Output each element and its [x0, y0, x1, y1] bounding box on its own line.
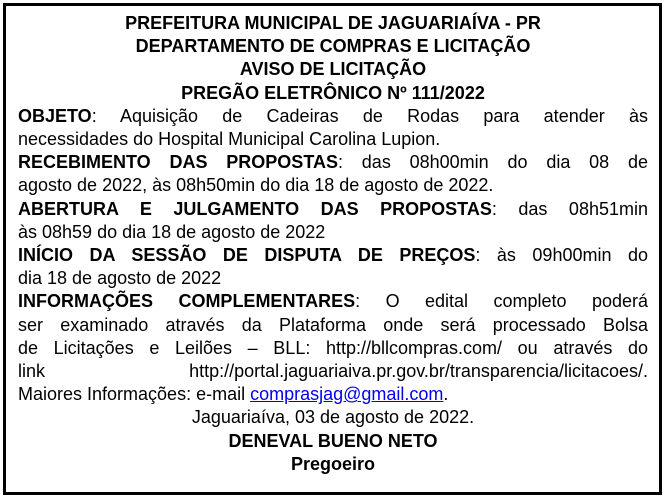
abertura-text-1: : das 08h51min [491, 198, 648, 219]
abertura-line-1 [18, 198, 648, 221]
recebimento-text-1: : das 08h00min do dia 08 de [337, 152, 648, 173]
objeto-label: OBJETO [18, 105, 92, 126]
email-link[interactable]: comprasjag@gmail.com [250, 384, 444, 405]
informacoes-text-1: : O edital completo poderá [355, 291, 649, 312]
email-suffix-text: . [443, 384, 449, 405]
recebimento-label: RECEBIMENTO DAS PROPOSTAS [18, 152, 338, 173]
department-title: DEPARTAMENTO DE COMPRAS E LICITAÇÃO [135, 36, 531, 57]
notice-frame [3, 3, 662, 495]
inicio-line-1 [18, 244, 648, 267]
abertura-line-2: às 08h59 do dia 18 de agosto de 2022 [18, 221, 326, 242]
inicio-line-2: dia 18 de agosto de 2022 [18, 268, 222, 289]
informacoes-label: INFORMAÇÕES COMPLEMENTARES [18, 291, 356, 312]
informacoes-line-3: de Licitações e Leilões – BLL: http://bllcompras.com/ ou através do [18, 337, 648, 358]
signatory-role: Pregoeiro [290, 453, 376, 474]
informacoes-line-4 [18, 360, 648, 383]
inicio-text-1: : às 09h00min do [475, 245, 649, 266]
email-prefix-text: Maiores Informações: e-mail [18, 384, 251, 405]
objeto-text-1: : Aquisição de Cadeiras de Rodas para atender às [91, 105, 648, 126]
objeto-line-1 [18, 105, 648, 128]
informacoes-line-5 [18, 383, 648, 406]
informacoes-line-1 [18, 290, 648, 313]
portal-url-text: http://portal.jaguariaiva.pr.gov.br/transparencia/licitacoes/. [189, 361, 648, 382]
objeto-line-2: necessidades do Hospital Municipal Carolina Lupion. [18, 129, 441, 150]
abertura-label: ABERTURA E JULGAMENTO DAS PROPOSTAS [18, 198, 492, 219]
inicio-label: INÍCIO DA SESSÃO DE DISPUTA DE PREÇOS [18, 245, 476, 266]
auction-number-title: PREGÃO ELETRÔNICO Nº 111/2022 [181, 82, 485, 103]
recebimento-line-2: agosto de 2022, às 08h50min do dia 18 de agosto de 2022. [18, 175, 494, 196]
notice-type-title: AVISO DE LICITAÇÃO [239, 59, 427, 80]
informacoes-line-2: ser examinado através da Plataforma onde será processado Bolsa [18, 314, 648, 335]
org-title: PREFEITURA MUNICIPAL DE JAGUARIAÍVA - PR [125, 13, 541, 33]
date-line: Jaguariaíva, 03 de agosto de 2022. [191, 407, 475, 428]
link-word: link [18, 361, 46, 382]
signatory-name: DENEVAL BUENO NETO [228, 430, 438, 451]
recebimento-line-1 [18, 151, 648, 174]
